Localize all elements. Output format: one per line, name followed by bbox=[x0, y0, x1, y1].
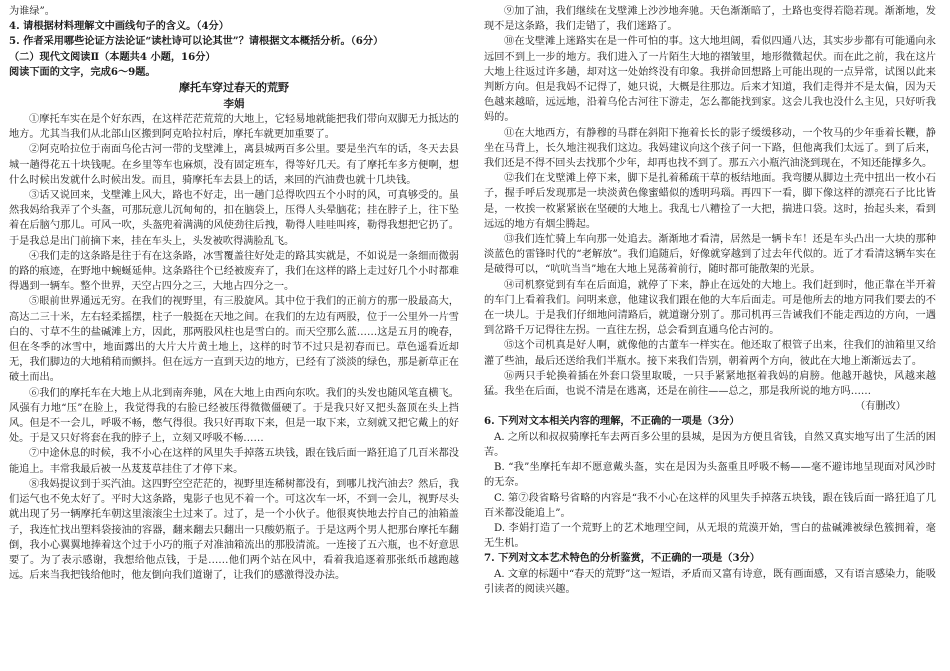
paragraph-15: ⑮这个司机真是好人啊，就像他的古董车一样实在。他还取了根管子出来，往我们的油箱里又给灌了些油，最后还送给我们半瓶水。接下来我们告别，朝着两个方向，彼此在大地上渐渐远去了。 bbox=[484, 340, 936, 367]
paragraph-8: ⑧我妈提议到于买汽油。这四野空空茫茫的，视野里连稀树都没有，到哪儿找汽油去？然后，我们运气也不免太好了。平时大这条路，鬼影子也见不着一个。可这次车一坏，不到一会儿，视野尽头就出现了另一辆摩托车朝这里滚滚尘土过来了。过了，是一个小伙子。他很爽快地去拧自己的油箱盖子，我连忙找出塑料袋接油的容器，翻来翻去只翻出一只酸奶瓶子。于是这两个男人把那台摩托车翻倒，我小心翼翼地捧着这个过于小巧的瓶子对准油箱流出的那股清流。一连接了五六瓶，也不好意思要了。为了表示感谢，我想给他点钱，于是……他们两个站在风中，看着我追逐着那张纸币越跑越远。后来当我把钱给他时，他友倒向我们道谢了，让我们的感激得没办法。 bbox=[9, 478, 459, 582]
article-author: 李娟 bbox=[223, 98, 245, 111]
paragraph-7: ⑦中途休息的时候，我不小心在这样的风里失手掉落五块钱，跟在钱后面一路狂追了几百米都没能追上。丰常我最后被一丛芨芨草挂住了才停下来。 bbox=[9, 448, 459, 475]
paragraph-4: ④我们走的这条路是往于有在这条路，冰雪覆盖往好处走的路其实就是，不如说是一条细而微弱的路的痕迹，在野地中蜿蜒延伸。这条路往个已经被废弃了，我们在这样的路上走过好几个小时都难得遇到一辆车。整个世界，天空占四分之三，大地占四分之一。 bbox=[9, 250, 459, 293]
reading-instruction: 阅读下面的文字，完成6～9题。 bbox=[9, 65, 156, 78]
paragraph-6: ⑥我们的摩托车在大地上从北到南奔驰，风在大地上由西向东吹。我们的头发也随风笔直横飞。风强有力地“压”在脸上，我觉得我的右脸已经被压得微微僵硬了。于是我只好又把头盔顶在头上挡风。但是不一会儿，呼吸不畅，憋气得很。我只好再取下来，但是一取下来，立刻就又把它戴上的好处。于是又只好将套在我的脖子上，立刻又呼吸不畅…… bbox=[9, 387, 459, 445]
paragraph-14: ⑭司机察觉到有车在后面追，就停了下来，静止在远处的大地上。我们赶到时，他正靠在半开着的车门上看着我们。问明来意，他建议我们跟在他的大车后面走。可是他所去的地方同我们要去的不在一块儿。于是我们仔细地问清路后，就道谢分别了。那司机再三告诫我们不能走西边的方向，一遇到岔路千万记得往左拐。一直往左拐，总会看到直通乌伦古河的。 bbox=[484, 279, 936, 337]
paragraph-11: ⑪在大地西方，有静穆的马群在斜阳下拖着长长的影子缓缓移动，一个牧马的少年垂着长鞭，静坐在马背上，长久地注视我们这边。我妈建议向这个孩子问一下路，但他离我们太远了。到了后来，我们还是不得不回头去找那个少年，却再也找不到了。那五六小瓶汽油浇到现在，不知还能撑多久。 bbox=[484, 127, 936, 170]
paragraph-10: ⑩在戈壁滩上迷路实在是一件可怕的事。这大地坦阔，看似四通八达，其实步步都有可能通向永远回不到上一步的地方。我们进入了一片陌生大地的褶皱里，地形微微起伏。而在此之前，我在这片大地上往返过许多趟，却对这一处始终没有印象。我拼命回想路上可能出现的一点异常，试图以此来判断方向。但是我妈不记得了，她只说，大概是往那边。后来才知道，我们走得并不是太偏，因为天色越来越暗，远远地，沿着乌伦古河往下游走，怎么都能找到家。这会儿我也没什么主见，只好听我妈的。 bbox=[484, 36, 936, 124]
right-column bbox=[484, 4, 936, 668]
left-column bbox=[9, 4, 459, 668]
question-5: 5. 作者采用哪些论证方法论证“读杜诗可以论其世”？请根据文本概括分析。（6分） bbox=[9, 35, 384, 48]
section-heading: （二）现代文阅读Ⅱ（本题共4 小题，16分） bbox=[9, 50, 216, 63]
q6-option-c: C. 第⑦段省略号省略的内容是“我不小心在这样的风里失手掉落五块钱，跟在钱后面一路狂追了几百米都没能追上”。 bbox=[484, 492, 936, 519]
q6-option-b: B. “我”坐摩托车却不愿意戴头盔，实在是因为头盔重且呼吸不畅——毫不避讳地呈现面对风沙时的无奈。 bbox=[484, 462, 936, 489]
q6-option-d: D. 李娟打造了一个荒野上的艺术地理空间，从无垠的荒漠开始，雪白的盐碱滩被绿色簇拥着，毫无生机。 bbox=[484, 522, 936, 550]
prev-question-tail: 为谁绿”。 bbox=[9, 6, 55, 17]
paragraph-12: ⑫我们在戈壁滩上停下来，脚下是扎着稀疏干草的板结地面。我弯腰从脚边土壳中扭出一枚小石子，握手呼后发现那是一块淡黄色像蜜蜡似的透明玛瑙。再四下一看，脚下像这样的漂亮石子比比皆是，一枚挨一枚紧紧嵌在坚硬的大地上。我乱七八糟捡了一大把，揣进口袋。这时，抬起头来，看到远远的地方有烟尘腾起。 bbox=[484, 173, 936, 230]
paragraph-5: ⑤眼前世界通远无穷。在我们的视野里，有三股旋风。其中位于我们的正前方的那一股最高大，高达二三十米，左右轻柔摇摆，柱子一般挺在天地之间。在我们的左边有两股，位于一公里外一片雪白的、寸草不生的盐碱滩上方，因此，那两股风柱也是雪白的。而天空那么蓝……这是五月的晚春，但在冬季的冰雪中，地面露出的大片大片黄土地上，这样的时节不过只是初春而已。草色遥看近却无，我们脚边的大地稍稍而颤抖。但在远方一直到天边的地方，已经有了淡淡的绿色，那是新草正在破土而出。 bbox=[9, 296, 459, 384]
question-7: 7. 下列对文本艺术特色的分析鉴赏，不正确的一项是（3分） bbox=[484, 552, 760, 565]
question-6: 6. 下列对文本相关内容的理解，不正确的一项是（3分） bbox=[484, 415, 740, 428]
q6-option-a: A. 之所以和叔叔骑摩托车去两百多公里的县城，是因为方便且省钱，自然又真实地写出了生活的困苦。 bbox=[484, 431, 936, 458]
paragraph-16: ⑯两只手轮换着插在外套口袋里取暖，一只手紧紧地抠着我妈的肩膀。他越开越快，风越来越猛。我坐在后面，也说不清是在逃离，还是在前往——总之，那是我所说的地方吗…… bbox=[484, 370, 936, 398]
paragraph-3: ③话又说回来，戈壁滩上风大，路也不好走，出一趟门总得吹四五个小时的风，可真够受的。虽然我妈给我弄了个头盔，可那玩意儿沉甸甸的，扣在脑袋上，压得人头晕脑花；挂在脖子上，往下坠着在后脑勺那儿。可风一吹，头盔兜着满满的风使劲往后拽，勒得人哇哇叫疼，勒得我想把它扔了。于是我总是出门前摘下来，挂在车头上，头发被吹得满脸乱飞。 bbox=[9, 190, 459, 247]
question-4: 4. 请根据材料理解文中画线句子的含义。（4分） bbox=[9, 20, 229, 33]
article-title: 摩托车穿过春天的荒野 bbox=[179, 81, 289, 95]
paragraph-13: ⑬我们连忙骑上车向那一处追去。渐渐地才看清，居然是一辆卡车！还是车头凸出一大块的那种淡蓝色的雷锋时代的“老解放”。我们追随后，好像就穿越到了过去年代似的。近了才看清这辆车实在是破得可以，“吭吭当当”地在大地上晃荡着前行，随时都可能散架的光景。 bbox=[484, 234, 936, 276]
q7-option-a: A. 文章的标题中“春天的荒野”这一短语，矛盾而又富有诗意，既有画面感，又有语言感染力，能吸引读者的阅读兴趣。 bbox=[484, 568, 936, 595]
paragraph-2: ②阿克哈拉位于南面乌伦古河一带的戈壁滩上，离县城两百多公里。要是坐汽车的话，冬天去县城一趟得花五十块钱呢。在乡里等车也麻烦，没有固定班车，得等好几天。有了摩托车多方便啊，想什么时候出发就什么时候出发。而且，骑摩托车去县上的话，来回的汽油费也就十几块钱。 bbox=[9, 144, 459, 186]
paragraph-1: ①摩托车实在是个好东西，在这样茫茫荒荒的大地上，它轻易地就能把我们带向双脚无力抵达的地方。尤其当我们从北部山区搬到阿克哈拉村后，摩托车就更加重要了。 bbox=[9, 114, 459, 141]
source-note: （有删改） bbox=[855, 401, 906, 413]
paragraph-9: ⑨加了油，我们继续在戈壁滩上沙沙地奔驰。天色渐渐暗了，土路也变得若隐若现。渐渐地，发现不是这条路，我们走错了，我们迷路了。 bbox=[484, 6, 936, 33]
